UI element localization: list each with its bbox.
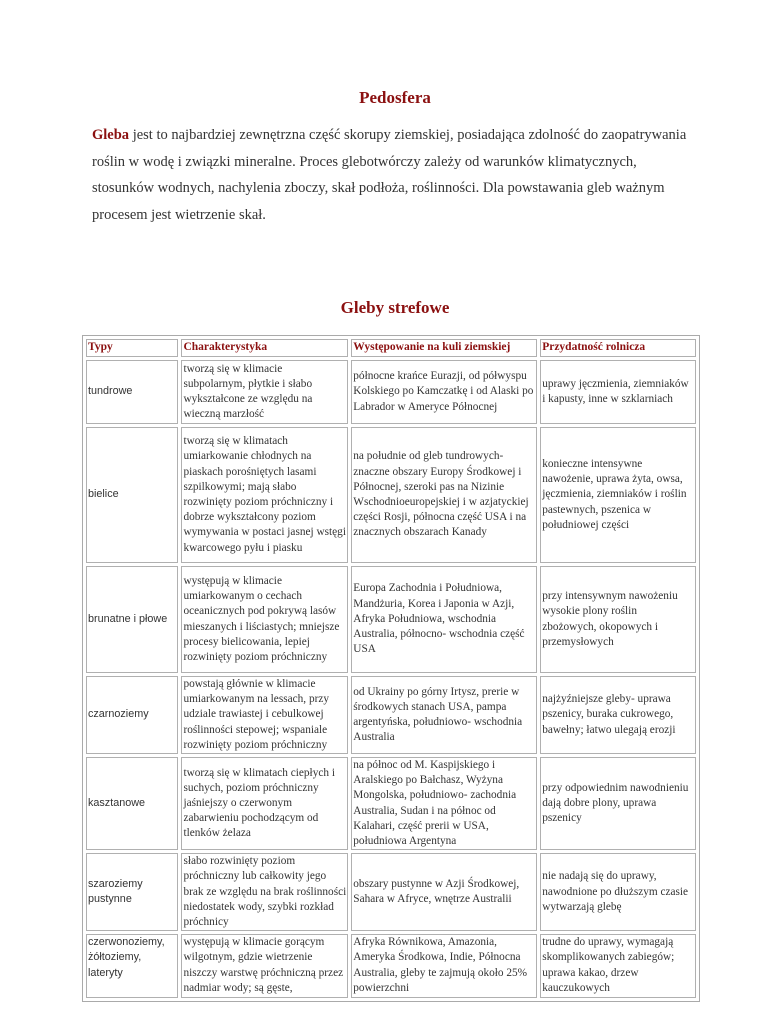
cell-occurrence: północne krańce Eurazji, od półwyspu Kolskiego po Kamczatkę i od Alaski po Labrador w Ameryce Północnej (351, 360, 537, 424)
cell-occurrence: na południe od gleb tundrowych- znaczne obszary Europy Środkowej i Północnej, szeroki pas na Nizinie Wschodnioeuropejskiej i w azjatyckiej części Rosji, północna część USA i na znacznych obszarach Kanady (351, 427, 537, 563)
table-row (86, 360, 696, 424)
cell-type: tundrowe (86, 360, 178, 424)
cell-characteristics: powstają głównie w klimacie umiarkowanym na lessach, przy udziale trawiastej i cebulkowej roślinności stepowej; wspaniale rozwinięty poziom próchniczny (181, 676, 348, 754)
cell-type: kasztanowe (86, 757, 178, 850)
header-types: Typy (86, 339, 178, 357)
cell-characteristics: słabo rozwinięty poziom próchniczny lub całkowity jego brak ze względu na brak roślinności niedostatek wody, szybki rozkład próchnicy (181, 853, 348, 931)
header-agricultural-use: Przydatność rolnicza (540, 339, 696, 357)
table-row (86, 676, 696, 754)
table-row (86, 934, 696, 998)
table-row (86, 566, 696, 673)
cell-characteristics: występują w klimacie gorącym wilgotnym, gdzie wietrzenie niszczy warstwę próchniczną przez nadmiar wody; są gęste, (181, 934, 348, 998)
header-characteristics: Charakterystyka (181, 339, 348, 357)
cell-type: czarnoziemy (86, 676, 178, 754)
table-row (86, 427, 696, 563)
cell-occurrence: od Ukrainy po górny Irtysz, prerie w środkowych stanach USA, pampa argentyńska, południowo- wschodnia Australia (351, 676, 537, 754)
cell-characteristics: tworzą się w klimatach umiarkowanie chłodnych na piaskach porośniętych lasami szpilkowymi; mają słabo rozwinięty poziom próchniczny i dobrze wykształcony poziom wymywania w postaci jasnej wstęgi kwarcowego pyłu i piasku (181, 427, 348, 563)
cell-type: szaroziemy pustynne (86, 853, 178, 931)
cell-type: czerwonoziemy, żółtoziemy, lateryty (86, 934, 178, 998)
cell-occurrence: obszary pustynne w Azji Środkowej, Sahara w Afryce, wnętrze Australii (351, 853, 537, 931)
table-row (86, 757, 696, 850)
cell-agricultural-use: konieczne intensywne nawożenie, uprawa żyta, owsa, jęczmienia, ziemniaków i roślin pastewnych, pszenica w południowej części (540, 427, 696, 563)
section-title: Gleby strefowe (340, 298, 450, 317)
cell-agricultural-use: nie nadają się do uprawy, nawodnione po dłuższym czasie wytwarzają glebę (540, 853, 696, 931)
header-occurrence: Występowanie na kuli ziemskiej (351, 339, 537, 357)
cell-occurrence: Europa Zachodnia i Południowa, Mandżuria, Korea i Japonia w Azji, Afryka Południowa, wschodnia Australia, północno- wschodnia część USA (351, 566, 537, 673)
cell-agricultural-use: uprawy jęczmienia, ziemniaków i kapusty, inne w szklarniach (540, 360, 696, 424)
table-header-row (86, 339, 696, 357)
cell-agricultural-use: najżyźniejsze gleby- uprawa pszenicy, buraka cukrowego, bawełny; łatwo ulegają erozji (540, 676, 696, 754)
cell-type: bielice (86, 427, 178, 563)
cell-agricultural-use: przy intensywnym nawożeniu wysokie plony roślin zbożowych, okopowych i przemysłowych (540, 566, 696, 673)
page-title: Pedosfera (359, 88, 431, 107)
cell-agricultural-use: trudne do uprawy, wymagają skomplikowanych zabiegów; uprawa kakao, drzew kauczukowych (540, 934, 696, 998)
cell-characteristics: tworzą się w klimatach ciepłych i suchych, poziom próchniczny jaśniejszy o czerwonym zabarwieniu pochodzącym od tlenków żelaza (181, 757, 348, 850)
cell-characteristics: tworzą się w klimacie subpolarnym, płytkie i słabo wykształcone ze względu na wieczną marzłość (181, 360, 348, 424)
cell-type: brunatne i płowe (86, 566, 178, 673)
intro-text: jest to najbardziej zewnętrzna część skorupy ziemskiej, posiadająca zdolność do zaopatrywania roślin w wodę i związki mineralne. Proces glebotwórczy zależy od warunków klimatycznych, stosunków wodnych, nachylenia zboczy, skał podłoża, roślinności. Dla powstawania gleb ważnym procesem jest wietrzenie skał. (92, 127, 687, 223)
intro-term: Gleba (92, 127, 130, 143)
cell-agricultural-use: przy odpowiednim nawodnieniu dają dobre plony, uprawa pszenicy (540, 757, 696, 850)
cell-occurrence: na północ od M. Kaspijskiego i Aralskiego po Bałchasz, Wyżyna Mongolska, południowo- zachodnia Australia, Sudan i na północ od Kalahari, część prerii w USA, południowa Argentyna (351, 757, 537, 850)
soils-table (82, 335, 700, 1002)
table-row (86, 853, 696, 931)
intro-paragraph (92, 122, 692, 228)
cell-occurrence: Afryka Równikowa, Amazonia, Ameryka Środkowa, Indie, Północna Australia, gleby te zajmują około 25% powierzchni (351, 934, 537, 998)
cell-characteristics: występują w klimacie umiarkowanym o cechach oceanicznych pod pokrywą lasów mieszanych i liściastych; mniejsze procesy bielicowania, lepiej rozwinięty poziom próchniczny (181, 566, 348, 673)
